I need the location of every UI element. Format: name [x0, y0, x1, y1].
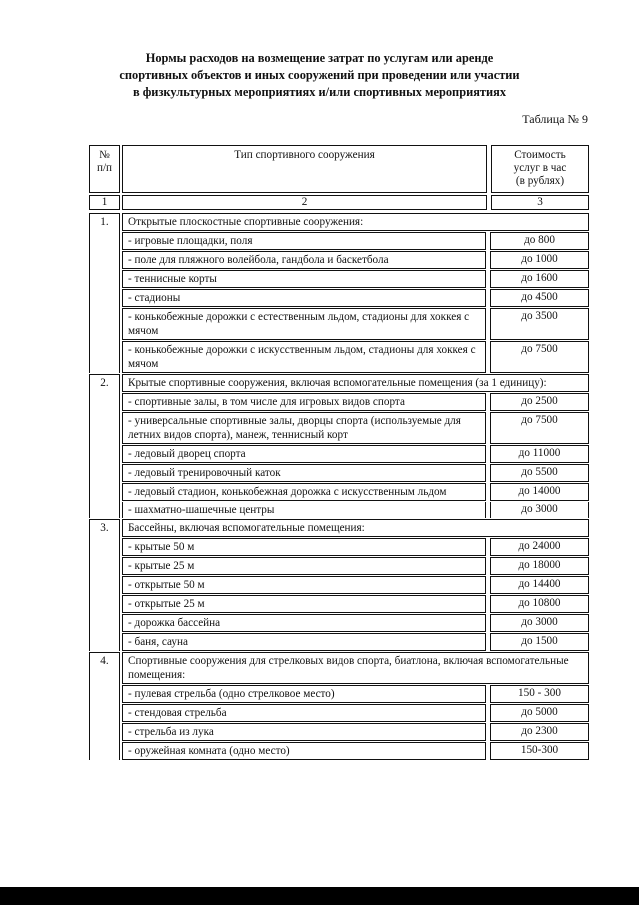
table-row: [122, 483, 589, 501]
table-row: [122, 502, 589, 518]
table-row: [122, 633, 589, 651]
section-title: Крытые спортивные сооружения, включая вспомогательные помещения (за 1 единицу):: [122, 374, 589, 392]
facility-type-cell: - стрельба из лука: [122, 723, 486, 741]
facility-type-cell: - открытые 50 м: [122, 576, 486, 594]
table-row: [122, 251, 589, 269]
table-row: [122, 341, 589, 373]
title-line-3: в физкультурных мероприятиях и/или спортивных мероприятиях: [132, 85, 507, 99]
table-row: [122, 685, 589, 703]
section-number: 1.: [89, 213, 120, 373]
facility-type-cell: - пулевая стрельба (одно стрелковое место): [122, 685, 486, 703]
section-title: Спортивные сооружения для стрелковых видов спорта, биатлона, включая вспомогательные помещения:: [122, 652, 589, 684]
hourly-cost-cell: до 1600: [490, 270, 589, 288]
header-cost-line-1: Стоимость: [514, 149, 566, 161]
facility-type-cell: - теннисные корты: [122, 270, 486, 288]
table-row: [122, 232, 589, 250]
facility-type-cell: - игровые площадки, поля: [122, 232, 486, 250]
facility-type-cell: - открытые 25 м: [122, 595, 486, 613]
facility-type-cell: - шахматно-шашечные центры: [122, 502, 486, 518]
table-section: [89, 213, 589, 373]
header-num-line-1: №: [99, 149, 110, 161]
section-number: 4.: [89, 652, 120, 760]
facility-type-cell: - универсальные спортивные залы, дворцы спорта (используемые для летних видов спорта), манеж, теннисный корт: [122, 412, 486, 444]
table-row: [122, 538, 589, 556]
hourly-cost-cell: до 14000: [490, 483, 589, 501]
section-title: Бассейны, включая вспомогательные помещения:: [122, 519, 589, 537]
table-section: [89, 652, 589, 760]
hourly-cost-cell: до 10800: [490, 595, 589, 613]
table-row: [122, 723, 589, 741]
hourly-cost-cell: до 2300: [490, 723, 589, 741]
header-type: Тип спортивного сооружения: [234, 149, 375, 161]
title-line-1: Нормы расходов на возмещение затрат по услугам или аренде: [145, 51, 494, 65]
table-row: [122, 308, 589, 340]
facility-type-cell: - поле для пляжного волейбола, гандбола и баскетбола: [122, 251, 486, 269]
table-row: [122, 412, 589, 444]
facility-type-cell: - оружейная комната (одно место): [122, 742, 486, 760]
hourly-cost-cell: до 1500: [490, 633, 589, 651]
hourly-cost-cell: до 14400: [490, 576, 589, 594]
header-cost-cell: [491, 145, 589, 193]
hourly-cost-cell: до 7500: [490, 412, 589, 444]
table-section: [89, 374, 589, 518]
hourly-cost-cell: до 3500: [490, 308, 589, 340]
facility-type-cell: - стадионы: [122, 289, 486, 307]
header-col-2: 2: [122, 195, 487, 210]
header-cost-line-3: (в рублях): [515, 175, 565, 187]
hourly-cost-cell: до 3000: [490, 502, 589, 518]
table-row: [122, 595, 589, 613]
table-row: [122, 393, 589, 411]
facility-type-cell: - стендовая стрельба: [122, 704, 486, 722]
table-row: [122, 742, 589, 760]
hourly-cost-cell: 150 - 300: [490, 685, 589, 703]
facility-type-cell: - дорожка бассейна: [122, 614, 486, 632]
facility-type-cell: - ледовый дворец спорта: [122, 445, 486, 463]
header-num-cell: [89, 145, 120, 193]
section-body: [122, 519, 589, 651]
table-row: [122, 289, 589, 307]
section-number: 3.: [89, 519, 120, 651]
hourly-cost-cell: до 5000: [490, 704, 589, 722]
hourly-cost-cell: до 11000: [490, 445, 589, 463]
section-number: 2.: [89, 374, 120, 518]
facility-type-cell: - баня, сауна: [122, 633, 486, 651]
table-row: [122, 270, 589, 288]
scan-bottom-bar: [0, 887, 639, 905]
hourly-cost-cell: до 24000: [490, 538, 589, 556]
header-type-cell: [122, 145, 487, 193]
table-row: [122, 704, 589, 722]
document-title: [60, 50, 579, 101]
hourly-cost-cell: до 800: [490, 232, 589, 250]
title-line-2: спортивных объектов и иных сооружений при проведении или участии: [119, 68, 520, 82]
hourly-cost-cell: до 2500: [490, 393, 589, 411]
table-row: [122, 445, 589, 463]
facility-type-cell: - ледовый тренировочный каток: [122, 464, 486, 482]
facility-type-cell: - ледовый стадион, конькобежная дорожка с искусственным льдом: [122, 483, 486, 501]
table-row: [122, 464, 589, 482]
hourly-cost-cell: до 3000: [490, 614, 589, 632]
facility-type-cell: - конькобежные дорожки с искусственным льдом, стадионы для хоккея с мячом: [122, 341, 486, 373]
header-col-1: 1: [89, 195, 120, 210]
facility-type-cell: - спортивные залы, в том числе для игровых видов спорта: [122, 393, 486, 411]
hourly-cost-cell: до 4500: [490, 289, 589, 307]
section-body: [122, 652, 589, 760]
hourly-cost-cell: до 18000: [490, 557, 589, 575]
table-row: [122, 576, 589, 594]
table-number: Таблица № 9: [522, 112, 588, 126]
facility-type-cell: - крытые 50 м: [122, 538, 486, 556]
facility-type-cell: - крытые 25 м: [122, 557, 486, 575]
section-body: [122, 374, 589, 518]
section-title: Открытые плоскостные спортивные сооружения:: [122, 213, 589, 231]
facility-type-cell: - конькобежные дорожки с естественным льдом, стадионы для хоккея с мячом: [122, 308, 486, 340]
header-num-line-2: п/п: [96, 162, 113, 174]
section-body: [122, 213, 589, 373]
hourly-cost-cell: до 1000: [490, 251, 589, 269]
hourly-cost-cell: до 5500: [490, 464, 589, 482]
hourly-cost-cell: до 7500: [490, 341, 589, 373]
header-col-3: 3: [491, 195, 589, 210]
table-row: [122, 614, 589, 632]
norms-table: [89, 213, 589, 761]
table-header: [89, 145, 589, 211]
table-section: [89, 519, 589, 651]
header-cost-line-2: услуг в час: [513, 162, 567, 174]
hourly-cost-cell: 150-300: [490, 742, 589, 760]
table-row: [122, 557, 589, 575]
